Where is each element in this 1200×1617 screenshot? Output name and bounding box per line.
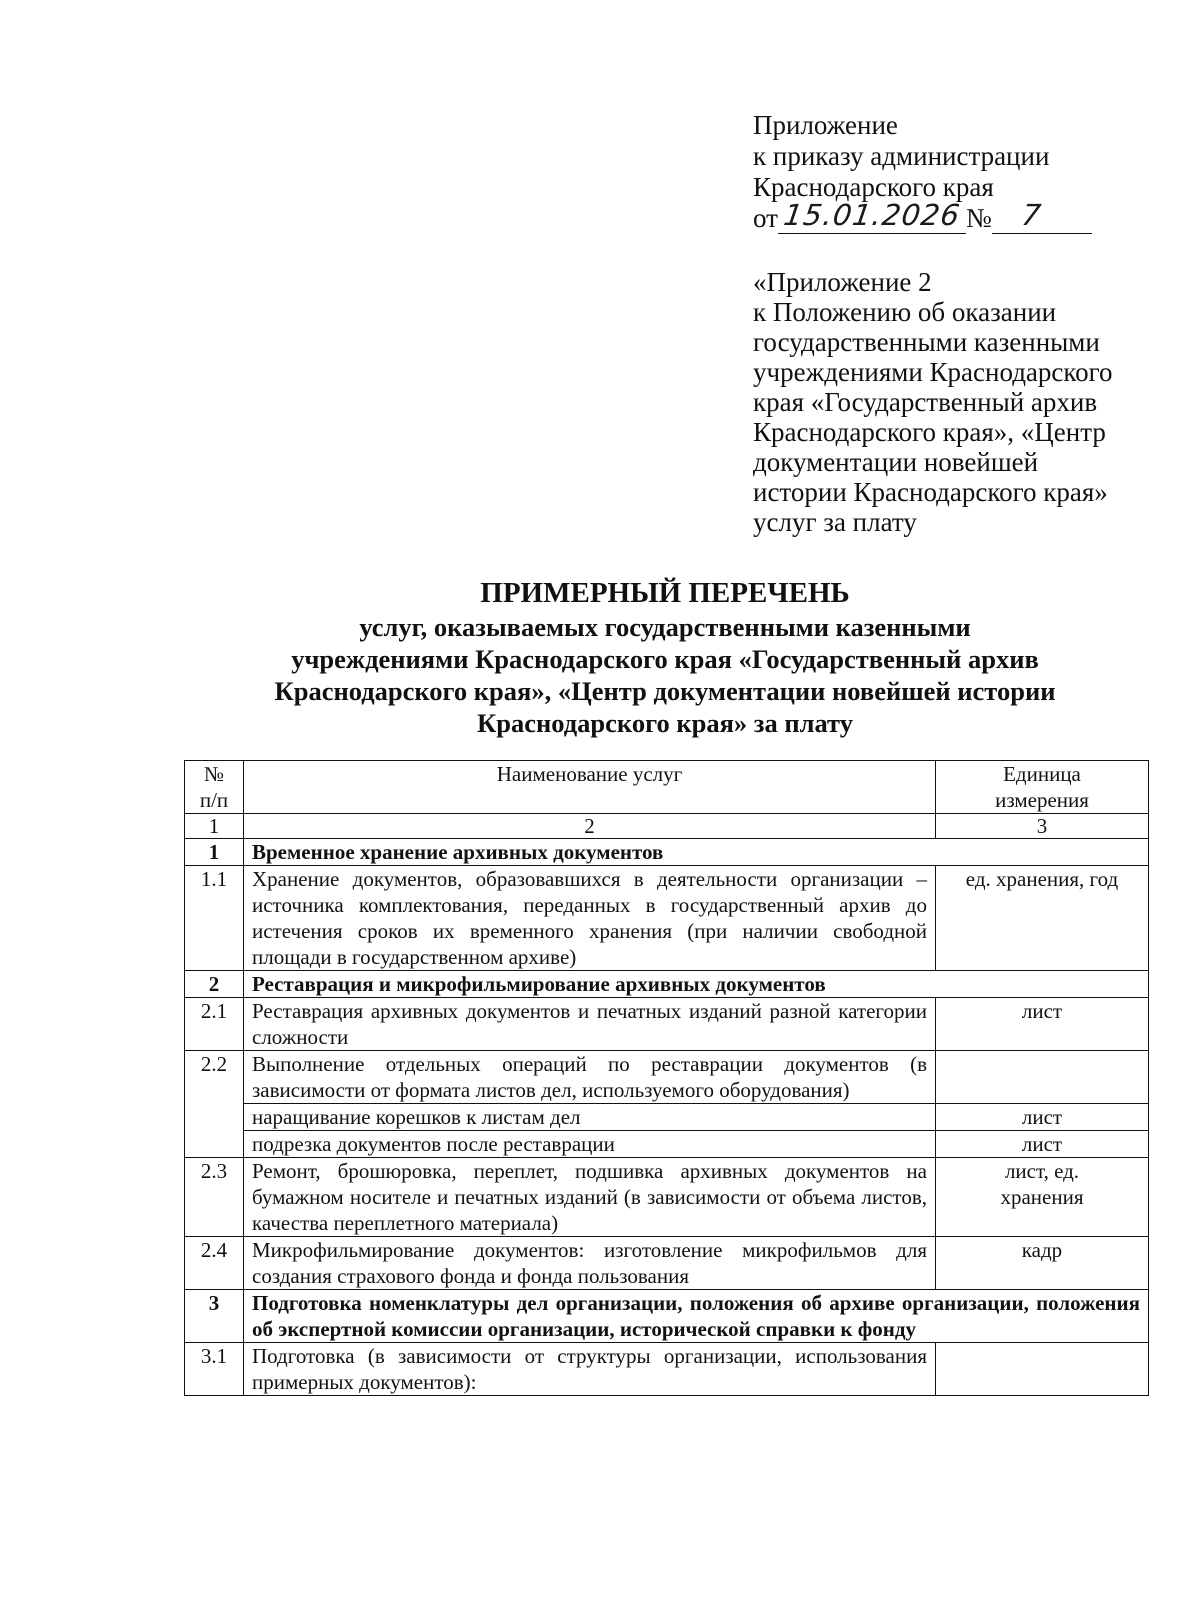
header-unit-line: измерения (995, 788, 1089, 812)
service-name: Ремонт, брошюровка, переплет, подшивка архивных документов на бумажном носителе и печатных изданий (в зависимости от объема листов, качества переплетного материала) (244, 1158, 936, 1237)
regulation-appendix-block (753, 267, 1193, 537)
header-unit-line: Единица (1003, 762, 1081, 786)
table-header-row (185, 761, 1149, 814)
appendix2-line: Краснодарского края», «Центр (753, 417, 1106, 447)
appendix2-line: услуг за плату (753, 507, 917, 537)
service-unit: лист (936, 1104, 1149, 1131)
appendix-line: Краснодарского края (753, 172, 994, 202)
services-table (184, 760, 1149, 1396)
row-num: 2.2 (185, 1051, 244, 1158)
appendix2-line: «Приложение 2 (753, 267, 932, 297)
header-name: Наименование услуг (244, 761, 936, 814)
service-unit-line: хранения (1000, 1185, 1084, 1209)
date-number-line (753, 198, 1193, 234)
row-num: 2.3 (185, 1158, 244, 1237)
table-row (185, 1131, 1149, 1158)
section-row (185, 839, 1149, 866)
section-title: Временное хранение архивных документов (244, 839, 1149, 866)
section-title: Реставрация и микрофильмирование архивных документов (244, 971, 1149, 998)
table-row (185, 1343, 1149, 1396)
header-num-line: № (203, 762, 225, 786)
table-row (185, 866, 1149, 971)
service-unit: лист (936, 1131, 1149, 1158)
service-name: Хранение документов, образовавшихся в деятельности организации – источника комплектования, переданных в государственный архив до истечения сроков их временного хранения (при наличии свободной площади в государственном архиве) (244, 866, 936, 971)
service-name: наращивание корешков к листам дел (244, 1104, 936, 1131)
date-blank (778, 198, 966, 234)
appendix-line: Приложение (753, 110, 898, 140)
service-name: Реставрация архивных документов и печатных изданий разной категории сложности (244, 998, 936, 1051)
order-appendix-block (753, 110, 1193, 234)
table-row (185, 1051, 1149, 1104)
handwritten-date: 15.01.2026 (781, 198, 963, 232)
service-name: Выполнение отдельных операций по реставрации документов (в зависимости от формата листов дел, используемого оборудования) (244, 1051, 936, 1104)
row-num: 3.1 (185, 1343, 244, 1396)
section-title: Подготовка номенклатуры дел организации, положения об архиве организации, положения об экспертной комиссии организации, исторической справки к фонду (244, 1290, 1149, 1343)
appendix2-line: края «Государственный архив (753, 387, 1098, 417)
column-index: 3 (936, 814, 1149, 839)
number-blank (992, 198, 1092, 234)
service-unit: кадр (936, 1237, 1149, 1290)
row-num: 1.1 (185, 866, 244, 971)
header-num-line: п/п (199, 788, 229, 812)
row-num: 2 (185, 971, 244, 998)
handwritten-number: 7 (1019, 198, 1044, 232)
table-row (185, 1104, 1149, 1131)
title-line: услуг, оказываемых государственными казенными (359, 612, 971, 642)
service-name: подрезка документов после реставрации (244, 1131, 936, 1158)
appendix2-line: учреждениями Краснодарского (753, 357, 1113, 387)
section-row (185, 971, 1149, 998)
number-prefix: № (965, 203, 992, 233)
row-num: 3 (185, 1290, 244, 1343)
appendix-line: к приказу администрации (753, 141, 1050, 171)
service-unit (936, 1051, 1149, 1104)
appendix2-line: истории Краснодарского края» (753, 477, 1108, 507)
title-line: Краснодарского края» за плату (477, 708, 853, 738)
header-num (185, 761, 244, 814)
table-row (185, 1158, 1149, 1237)
title-line: Краснодарского края», «Центр документации новейшей истории (274, 676, 1056, 706)
service-unit (936, 1158, 1149, 1237)
service-unit: лист (936, 998, 1149, 1051)
title-main: ПРИМЕРНЫЙ ПЕРЕЧЕНЬ (480, 577, 850, 609)
appendix2-line: государственными казенными (753, 327, 1100, 357)
date-prefix: от (753, 203, 778, 233)
row-num: 2.4 (185, 1237, 244, 1290)
document-title (150, 575, 1180, 739)
service-name: Подготовка (в зависимости от структуры организации, использования примерных документов): (244, 1343, 936, 1396)
row-num: 1 (185, 839, 244, 866)
table-row (185, 998, 1149, 1051)
service-unit (936, 1343, 1149, 1396)
row-num: 2.1 (185, 998, 244, 1051)
section-row (185, 1290, 1149, 1343)
table-row (185, 1237, 1149, 1290)
title-line: учреждениями Краснодарского края «Государственный архив (291, 644, 1039, 674)
column-index-row (185, 814, 1149, 839)
appendix2-line: к Положению об оказании (753, 297, 1057, 327)
service-unit: ед. хранения, год (936, 866, 1149, 971)
service-unit-line: лист, ед. (1004, 1159, 1080, 1183)
appendix2-line: документации новейшей (753, 447, 1039, 477)
column-index: 1 (185, 814, 244, 839)
column-index: 2 (244, 814, 936, 839)
service-name: Микрофильмирование документов: изготовление микрофильмов для создания страхового фонда и фонда пользования (244, 1237, 936, 1290)
header-unit (936, 761, 1149, 814)
